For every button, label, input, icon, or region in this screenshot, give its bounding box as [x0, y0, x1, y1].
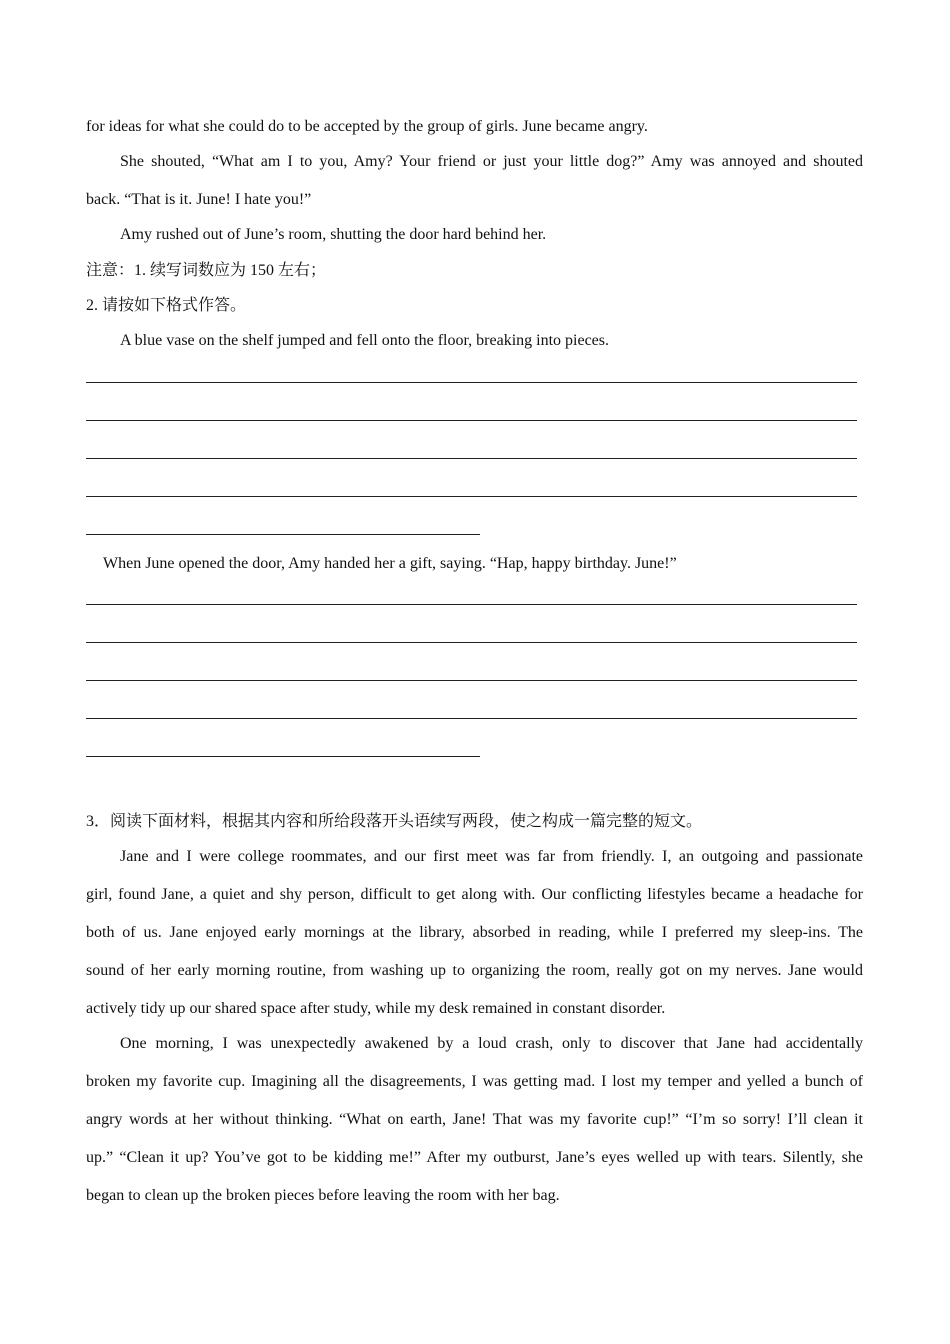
answer-line: [86, 718, 857, 719]
answer-line: [86, 604, 857, 605]
answer-line: [86, 534, 480, 535]
answer-line: [86, 642, 857, 643]
q3-para1-line: actively tidy up our shared space after study, while my desk remained in constant disorder.: [86, 1000, 666, 1017]
q3-para2-line: angry words at her without thinking. “What on earth, Jane! That was my favorite cup!” “I’m so sorry! I’ll clean it: [86, 1111, 863, 1128]
answer-line: [86, 496, 857, 497]
prompt-1: A blue vase on the shelf jumped and fell onto the floor, breaking into pieces.: [120, 332, 610, 349]
answer-line: [86, 382, 857, 383]
intro-tail-text: for ideas for what she could do to be accepted by the group of girls. June became angry.: [86, 118, 648, 135]
para-shout-line-1: She shouted, “What am I to you, Amy? Your friend or just your little dog?” Amy was annoyed and shouted: [120, 153, 863, 170]
note-1: 注意：1. 续写词数应为 150 左右；: [86, 262, 327, 279]
para-rushed: Amy rushed out of June’s room, shutting the door hard behind her.: [120, 226, 547, 243]
q3-para1-line: sound of her early morning routine, from washing up to organizing the room, really got on my nerves. Jane would: [86, 962, 863, 979]
answer-line: [86, 680, 857, 681]
q3-para1-line: both of us. Jane enjoyed early mornings at the library, absorbed in reading, while I preferred my sleep-ins. The: [86, 924, 863, 941]
answer-line: [86, 458, 857, 459]
q3-para2-line: up.” “Clean it up? You’ve got to be kidding me!” After my outburst, Jane’s eyes welled up with tears. Silently, she: [86, 1149, 863, 1166]
q3-para2-line: One morning, I was unexpectedly awakened by a loud crash, only to discover that Jane had accidentally: [120, 1035, 863, 1052]
answer-line: [86, 420, 857, 421]
q3-para1-line: Jane and I were college roommates, and our first meet was far from friendly. I, an outgoing and passionate: [120, 848, 863, 865]
note-2: 2. 请按如下格式作答。: [86, 297, 247, 314]
question-3-heading: 3．阅读下面材料，根据其内容和所给段落开头语续写两段，使之构成一篇完整的短文。: [86, 813, 703, 830]
para-shout-line-2: back. “That is it. June! I hate you!”: [86, 191, 312, 208]
prompt-2: When June opened the door, Amy handed her a gift, saying. “Hap, happy birthday. June!”: [103, 555, 677, 572]
q3-para1-line: girl, found Jane, a quiet and shy person, difficult to get along with. Our conflicting lifestyles became a headache for: [86, 886, 863, 903]
q3-para2-line: broken my favorite cup. Imagining all the disagreements, I was getting mad. I lost my temper and yelled a bunch of: [86, 1073, 863, 1090]
answer-line: [86, 756, 480, 757]
q3-para2-line: began to clean up the broken pieces before leaving the room with her bag.: [86, 1187, 560, 1204]
